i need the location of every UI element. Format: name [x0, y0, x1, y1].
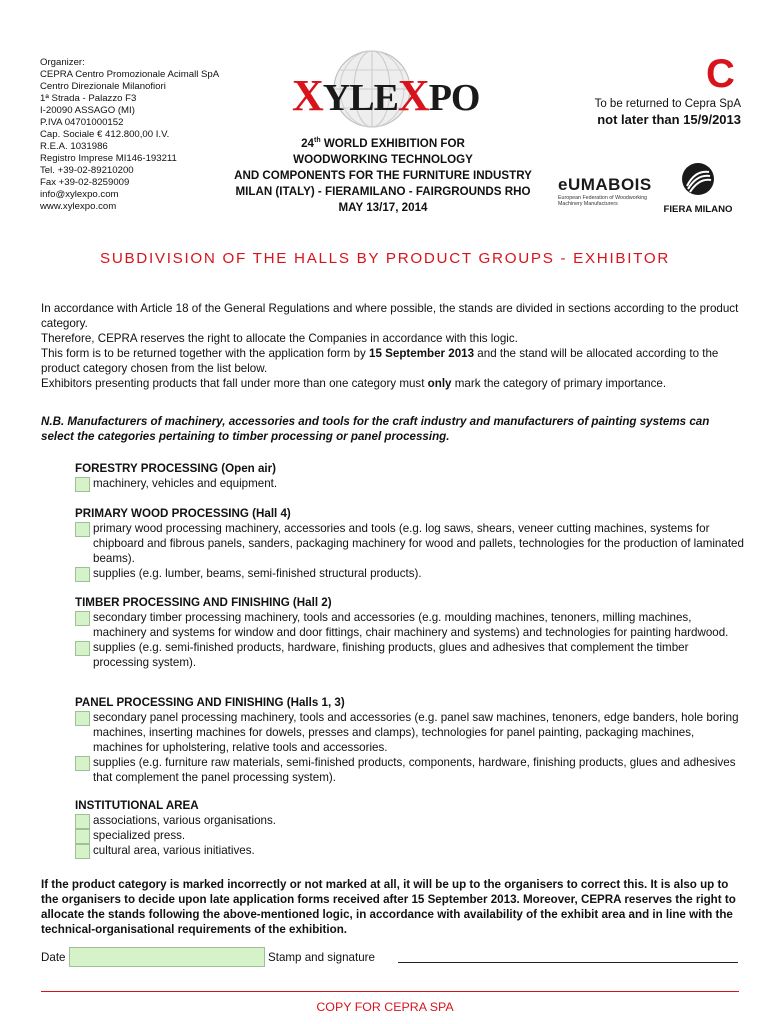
category-item — [75, 566, 745, 581]
category-item — [75, 843, 745, 858]
header-line-1-text: WORLD EXHIBITION FOR — [320, 137, 465, 150]
closing-date: after 15 September 2013 — [383, 893, 517, 906]
page-title: SUBDIVISION OF THE HALLS BY PRODUCT GROUPS - EXHIBITOR — [99, 250, 671, 267]
category-item — [75, 828, 745, 843]
section-forestry — [75, 461, 745, 491]
nb-note: N.B. Manufacturers of machinery, accessories and tools for the craft industry and manufacturers of painting systems can select the categories pertaining to timber processing or panel processing. — [41, 415, 710, 443]
organizer-line: CEPRA Centro Promozionale Acimall SpA — [40, 69, 220, 80]
header-line-1 — [200, 136, 566, 152]
category-label: machinery, vehicles and equipment. — [93, 477, 278, 490]
category-label: primary wood processing machinery, accessories and tools (e.g. log saws, shears, veneer cutting machines, systems for chipboard and fibrous panels, sanders, packaging machinery for wood and pallets, technologies for the production of laminated beams). — [93, 522, 744, 565]
intro-p3-text: This form is to be returned together with the application form by — [41, 347, 370, 360]
eumabois-name: eUMABOIS — [558, 175, 652, 194]
organizer-line: Organizer: — [40, 57, 85, 68]
section-heading: TIMBER PROCESSING AND FINISHING (Hall 2) — [75, 596, 332, 609]
category-checkbox[interactable] — [75, 567, 90, 582]
fiera-milano-logo — [652, 162, 744, 215]
category-item — [75, 813, 745, 828]
intro-p3-text-end: and the stand will be allocated according to the product category chosen from the list below. — [41, 347, 719, 375]
date-label: Date — [41, 951, 66, 964]
section-heading: PANEL PROCESSING AND FINISHING (Halls 1, 3) — [75, 696, 345, 709]
header-line-2: WOODWORKING TECHNOLOGY — [293, 153, 473, 166]
intro-paragraph-3 — [41, 346, 741, 376]
logo-end: PO — [428, 77, 480, 119]
closing-paragraph — [41, 877, 741, 937]
header-line-3: AND COMPONENTS FOR THE FURNITURE INDUSTRY — [234, 169, 532, 182]
section-heading: PRIMARY WOOD PROCESSING (Hall 4) — [75, 507, 291, 520]
category-checkbox[interactable] — [75, 611, 90, 626]
xylexpo-logo — [288, 48, 503, 130]
intro-paragraph-2: Therefore, CEPRA reserves the right to allocate the Companies in accordance with this logic. — [41, 332, 518, 345]
section-heading: INSTITUTIONAL AREA — [75, 799, 199, 812]
closing-text-end: . Moreover, CEPRA reserves the right to allocate the stands following the above-mentioned logic, in accordance with availability of the exhibit area and in line with the technical-organisational requirements of the exhibition. — [41, 893, 736, 936]
header-line-5: MAY 13/17, 2014 — [338, 201, 428, 214]
organizer-line: I-20090 ASSAGO (MI) — [40, 105, 135, 116]
intro-p4-only: only — [427, 377, 452, 390]
section-timber — [75, 595, 745, 670]
organizer-line: www.xylexpo.com — [40, 201, 117, 212]
copy-letter: C — [706, 52, 735, 96]
organizer-line: Centro Direzionale Milanofiori — [40, 81, 166, 92]
category-checkbox[interactable] — [75, 756, 90, 771]
header-edition-suffix: th — [314, 137, 321, 145]
category-checkbox[interactable] — [75, 522, 90, 537]
category-item — [75, 610, 745, 640]
intro-paragraph-1: In accordance with Article 18 of the General Regulations and where possible, the stands are divided in sections according to the product category. — [41, 302, 739, 330]
fiera-milano-label: FIERA MILANO — [663, 204, 733, 215]
return-note: To be returned to Cepra SpA — [594, 98, 741, 110]
organizer-line: Fax +39-02-8259009 — [40, 177, 130, 188]
logo-wordmark — [292, 70, 479, 121]
logo-x-second: X — [397, 71, 429, 120]
category-checkbox[interactable] — [75, 844, 90, 859]
exhibition-header — [200, 136, 566, 216]
section-panel — [75, 695, 745, 785]
category-item — [75, 476, 745, 491]
category-label: cultural area, various initiatives. — [93, 844, 255, 857]
section-heading: FORESTRY PROCESSING (Open air) — [75, 462, 276, 475]
closing-text-start: If the product category is marked incorrectly or not marked at all, it will be up to the organisers to correct this. It is also up to the organisers to decide upon late application forms received — [41, 878, 729, 906]
organizer-line: P.IVA 04701000152 — [40, 117, 124, 128]
organizer-line: Registro Imprese MI146-193211 — [40, 153, 177, 164]
category-label: specialized press. — [93, 829, 186, 842]
header-line-4: MILAN (ITALY) - FIERAMILANO - FAIRGROUNDS RHO — [235, 185, 531, 198]
category-item — [75, 755, 745, 785]
category-checkbox[interactable] — [75, 477, 90, 492]
intro-text — [41, 301, 741, 391]
category-item — [75, 710, 745, 755]
logo-mid: YLE — [322, 77, 398, 119]
organizer-line: Tel. +39-02-89210200 — [40, 165, 134, 176]
category-label: associations, various organisations. — [93, 814, 277, 827]
eumabois-sub-2: Machinery Manufacturers — [558, 201, 618, 207]
category-item — [75, 521, 745, 566]
category-checkbox[interactable] — [75, 711, 90, 726]
section-primary-wood — [75, 506, 745, 581]
category-item — [75, 640, 745, 670]
header-edition-number: 24 — [301, 137, 314, 150]
signature-line[interactable] — [398, 962, 738, 963]
eumabois-sub-1: European Federation of Woodworking — [558, 195, 648, 201]
category-label: supplies (e.g. furniture raw materials, semi-finished products, components, hardware, finishing products, glues and adhesives that complement the panel processing system). — [93, 756, 736, 784]
organizer-line: 1ª Strada - Palazzo F3 — [40, 93, 137, 104]
category-label: supplies (e.g. lumber, beams, semi-finished structural products). — [93, 567, 422, 580]
footer-divider — [41, 991, 739, 992]
deadline: not later than 15/9/2013 — [597, 112, 741, 127]
footer-copy-label: COPY FOR CEPRA SPA — [316, 1000, 454, 1014]
category-checkbox[interactable] — [75, 814, 90, 829]
organizer-line: Cap. Sociale € 412.800,00 I.V. — [40, 129, 170, 140]
category-checkbox[interactable] — [75, 829, 90, 844]
stamp-signature-label: Stamp and signature — [268, 951, 375, 964]
intro-p4-text: Exhibitors presenting products that fall under more than one category must — [41, 377, 428, 390]
eumabois-logo — [558, 175, 658, 207]
intro-p4-text-end: mark the category of primary importance. — [451, 377, 667, 390]
logo-x-first: X — [292, 71, 323, 120]
closing-text — [41, 877, 741, 937]
date-field[interactable] — [69, 947, 265, 967]
category-label: supplies (e.g. semi-finished products, hardware, finishing products, glues and adhesives that complement the timber processing system). — [93, 641, 689, 669]
intro-paragraph-4 — [41, 376, 741, 391]
section-institutional — [75, 798, 745, 858]
organizer-line: info@xylexpo.com — [40, 189, 119, 200]
intro-p3-date: 15 September 2013 — [369, 347, 475, 360]
category-label: secondary timber processing machinery, tools and accessories (e.g. moulding machines, tenoners, milling machines, machinery and systems for window and door fittings, chair machinery and systems) and technologies for painting hardwood. — [93, 611, 729, 639]
fiera-milano-icon — [681, 162, 715, 196]
organizer-line: R.E.A. 1031986 — [40, 141, 108, 152]
category-checkbox[interactable] — [75, 641, 90, 656]
category-label: secondary panel processing machinery, tools and accessories (e.g. panel saw machines, tenoners, edge banders, hole boring machines, inserting machines for dowels, presses and clamps), technologies for panel painting, packaging machines, machines for upholstering, relative tools and accessories. — [93, 711, 739, 754]
